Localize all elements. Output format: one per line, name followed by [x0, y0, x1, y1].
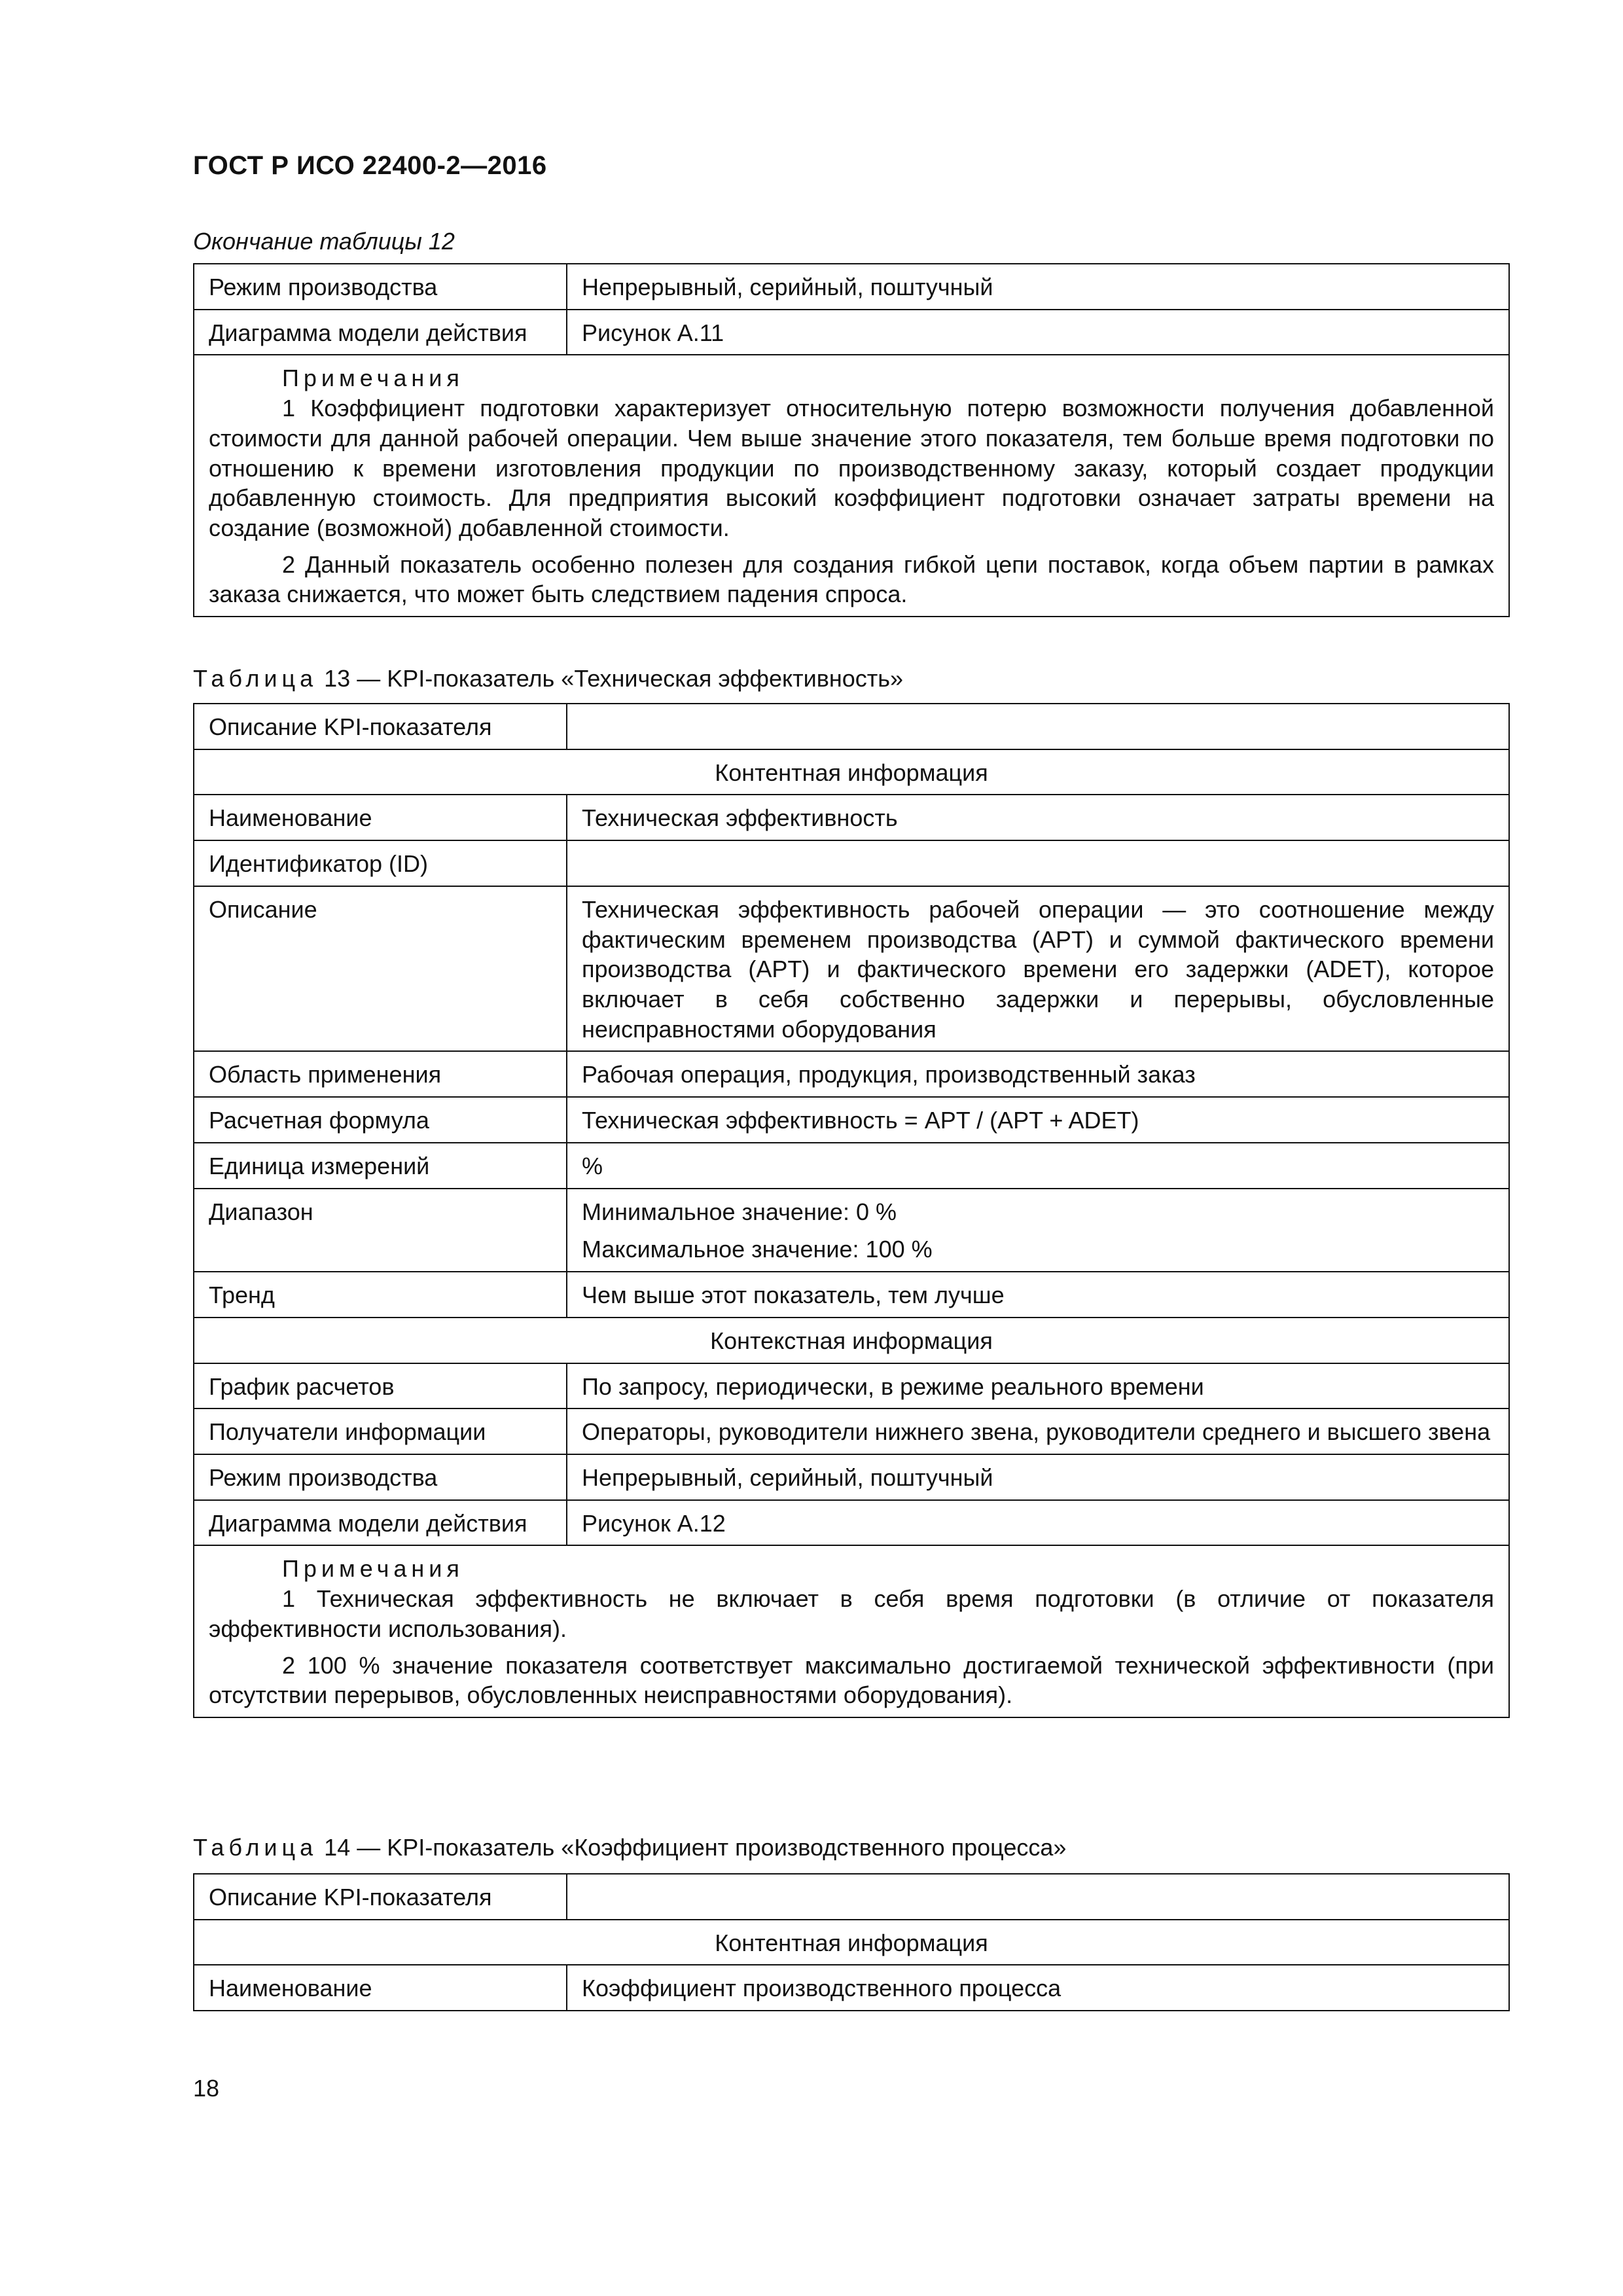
row-label: Расчетная формула [194, 1097, 567, 1143]
table14-caption [193, 1833, 1066, 1863]
note-1: 1 Коэффициент подготовки характеризует относительную потерю возможности получения добавленной стоимости для данной рабочей операции. Чем выше значение этого показателя, тем больше время подготовки по отношению к времени изготовления продукции по производственному заказу, который создает продукции добавленную стоимость. Для предприятия высокий коэффициент подготовки означает затраты времени на создание (возможной) добавленной стоимости. [209, 395, 1494, 542]
content-section-header: Контентная информация [194, 749, 1509, 795]
context-section-header: Контекстная информация [194, 1318, 1509, 1363]
table-row [194, 1874, 1509, 1920]
section-row [194, 1318, 1509, 1363]
row-label: Описание [194, 886, 567, 1052]
table-row [194, 1272, 1509, 1318]
table13-caption [193, 664, 903, 694]
table-row [194, 1189, 1509, 1272]
row-value: Непрерывный, серийный, поштучный [567, 264, 1509, 310]
table14 [193, 1873, 1510, 2011]
table-row [194, 1454, 1509, 1500]
row-label: Диаграмма модели действия [194, 1500, 567, 1546]
row-label: Единица измерений [194, 1143, 567, 1189]
table-row [194, 264, 1509, 310]
row-label: Наименование [194, 795, 567, 840]
table13 [193, 703, 1510, 1718]
notes-row [194, 1545, 1509, 1717]
row-label: Описание KPI-показателя [194, 704, 567, 749]
table-row [194, 1965, 1509, 2011]
range-min: Минимальное значение: 0 % [582, 1198, 897, 1225]
row-value: Чем выше этот показатель, тем лучше [567, 1272, 1509, 1318]
table-row [194, 1051, 1509, 1097]
table-row [194, 1363, 1509, 1409]
table-row [194, 1408, 1509, 1454]
table-row [194, 704, 1509, 749]
row-label: Описание KPI-показателя [194, 1874, 567, 1920]
note-2: 2 Данный показатель особенно полезен для создания гибкой цепи поставок, когда объем партии в рамках заказа снижается, что может быть следствием падения спроса. [209, 550, 1494, 608]
table12-end [193, 263, 1510, 617]
row-value [567, 704, 1509, 749]
table-row [194, 886, 1509, 1052]
row-label: Режим производства [194, 264, 567, 310]
row-value [567, 1189, 1509, 1272]
table-row [194, 795, 1509, 840]
row-label: Диаграмма модели действия [194, 310, 567, 355]
notes-cell [194, 1545, 1509, 1717]
row-label: Получатели информации [194, 1408, 567, 1454]
table-row [194, 1143, 1509, 1189]
note-1: 1 Техническая эффективность не включает в себя время подготовки (в отличие от показателя эффективности использования). [209, 1585, 1494, 1642]
section-row [194, 1920, 1509, 1965]
row-label: Тренд [194, 1272, 567, 1318]
page-number: 18 [193, 2075, 220, 2102]
row-label: Режим производства [194, 1454, 567, 1500]
row-value: Техническая эффективность [567, 795, 1509, 840]
row-value: Техническая эффективность = APT / (APT + ADET) [567, 1097, 1509, 1143]
table14-caption-word: Таблица [193, 1834, 318, 1861]
row-value: % [567, 1143, 1509, 1189]
notes-row [194, 355, 1509, 617]
notes-title: Примечания [282, 1555, 464, 1583]
row-value: По запросу, периодически, в режиме реального времени [567, 1363, 1509, 1409]
row-label: Диапазон [194, 1189, 567, 1272]
row-label: Область применения [194, 1051, 567, 1097]
notes-cell [194, 355, 1509, 617]
note-2: 2 100 % значение показателя соответствует максимально достигаемой технической эффективности (при отсутствии перерывов, обусловленных неисправностями оборудования). [209, 1651, 1494, 1709]
table-row [194, 1097, 1509, 1143]
section-row [194, 749, 1509, 795]
row-value [567, 1874, 1509, 1920]
content-section-header: Контентная информация [194, 1920, 1509, 1965]
table-row [194, 1500, 1509, 1546]
row-value: Техническая эффективность рабочей операции — это соотношение между фактическим временем производства (APT) и суммой фактического времени производства (APT) и фактического времени его задержки (ADET), которое включает в себя собственно задержки и перерывы, обусловленные неисправностями оборудования [567, 886, 1509, 1052]
document-title: ГОСТ Р ИСО 22400-2—2016 [193, 151, 547, 180]
row-value: Рисунок А.11 [567, 310, 1509, 355]
row-value: Операторы, руководители нижнего звена, руководители среднего и высшего звена [567, 1408, 1509, 1454]
table-row [194, 840, 1509, 886]
table13-caption-word: Таблица [193, 665, 318, 692]
table-row [194, 310, 1509, 355]
row-value [567, 840, 1509, 886]
row-value: Рисунок А.12 [567, 1500, 1509, 1546]
row-value: Коэффициент производственного процесса [567, 1965, 1509, 2011]
table12-continuation-caption: Окончание таблицы 12 [193, 228, 455, 255]
notes-title: Примечания [282, 365, 464, 392]
row-label: Наименование [194, 1965, 567, 2011]
table13-caption-text: 13 — KPI-показатель «Техническая эффективность» [317, 665, 904, 692]
row-label: Идентификатор (ID) [194, 840, 567, 886]
range-max: Максимальное значение: 100 % [582, 1236, 933, 1263]
table14-caption-text: 14 — KPI-показатель «Коэффициент производственного процесса» [317, 1834, 1067, 1861]
row-label: График расчетов [194, 1363, 567, 1409]
row-value: Рабочая операция, продукция, производственный заказ [567, 1051, 1509, 1097]
row-value: Непрерывный, серийный, поштучный [567, 1454, 1509, 1500]
